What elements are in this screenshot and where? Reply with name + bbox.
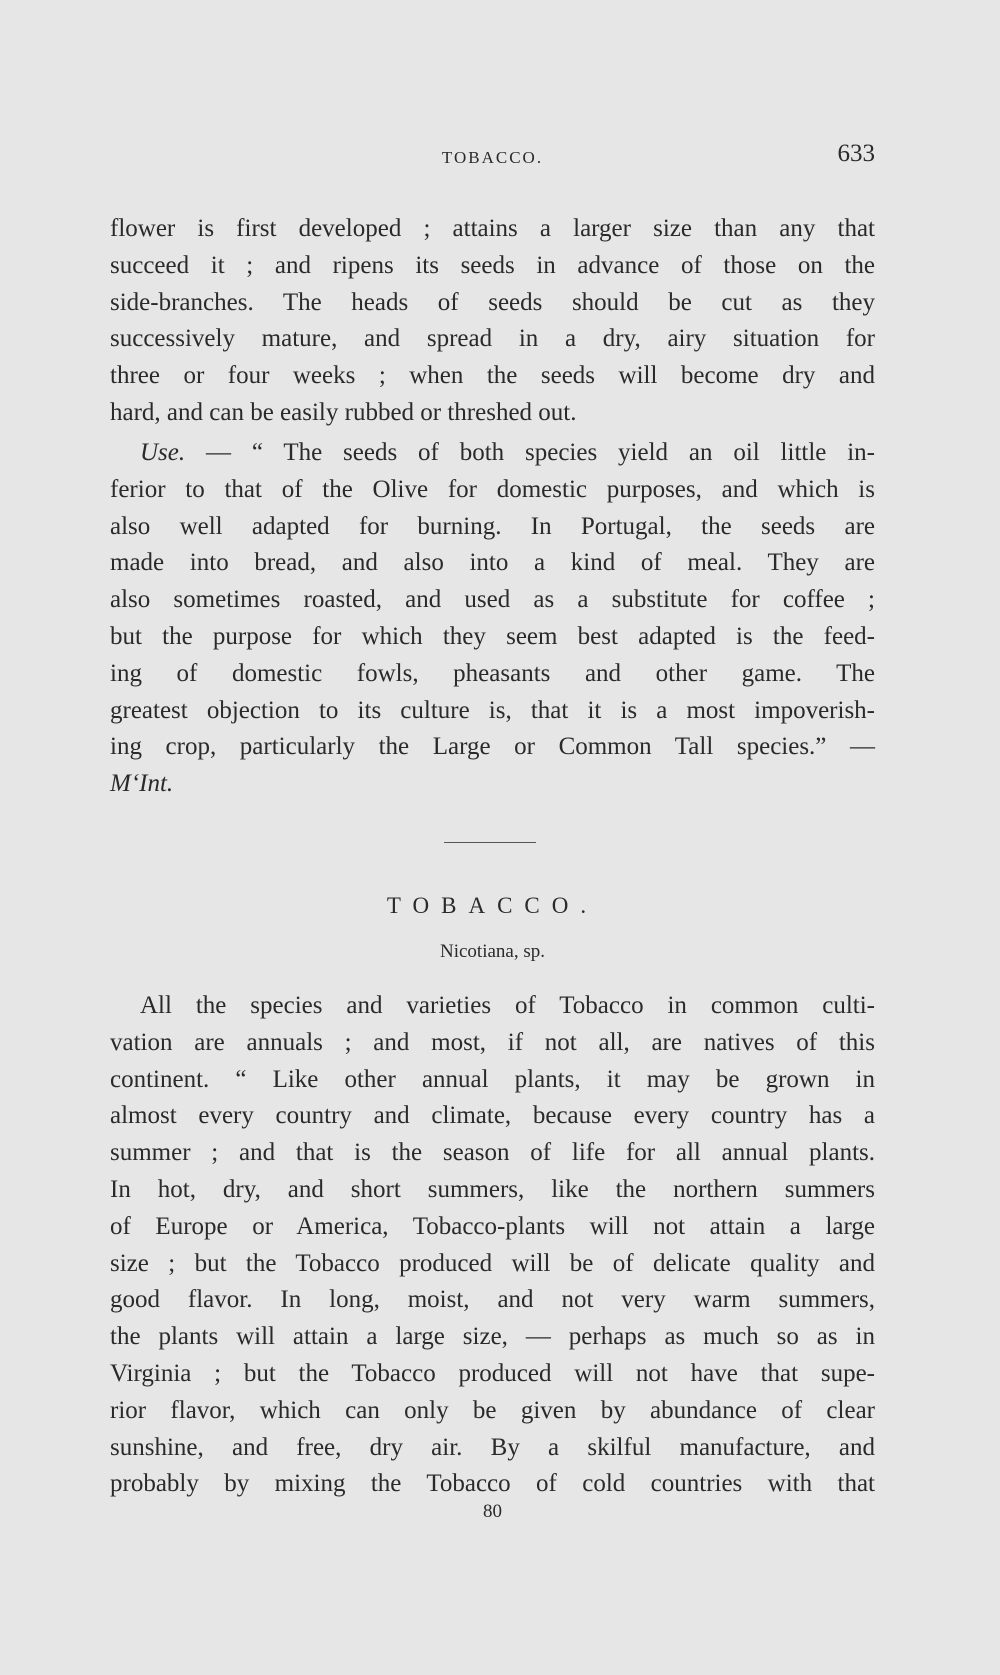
- text-line: [110, 435, 875, 472]
- text-line: continent. “ Like other annual plants, it may be grown in: [110, 1065, 875, 1093]
- text-line: ing crop, particularly the Large or Common Tall species.” —: [110, 733, 875, 761]
- text-line: ing of domestic fowls, pheasants and other game. The: [110, 659, 875, 687]
- text-line: probably by mixing the Tobacco of cold countries with that: [110, 1470, 875, 1498]
- text-line: also sometimes roasted, and used as a substitute for coffee ;: [110, 586, 875, 614]
- text-line: almost every country and climate, because every country has a: [110, 1102, 875, 1130]
- attribution: M‘Int.: [110, 770, 174, 798]
- tobacco-paragraph: [110, 988, 875, 1503]
- text-line: rior flavor, which can only be given by abundance of clear: [110, 1396, 875, 1424]
- text-line: summer ; and that is the season of life for all annual plants.: [110, 1139, 875, 1167]
- text-line: All the species and varieties of Tobacco in common culti-: [140, 992, 875, 1019]
- text-line: successively mature, and spread in a dry, airy situation for: [110, 325, 875, 353]
- page-number: 633: [837, 140, 875, 167]
- text-line: the plants will attain a large size, — perhaps as much so as in: [110, 1323, 875, 1351]
- use-label: Use.: [140, 439, 186, 466]
- text-line: vation are annuals ; and most, if not all, are natives of this: [110, 1028, 875, 1056]
- text-line: flower is first developed ; attains a larger size than any that: [110, 215, 875, 242]
- text-line: ferior to that of the Olive for domestic purposes, and which is: [110, 475, 875, 503]
- section-title: TOBACCO.: [386, 893, 599, 918]
- text-line: sunshine, and free, dry air. By a skilful manufacture, and: [110, 1433, 875, 1461]
- text-line: made into bread, and also into a kind of meal. They are: [110, 549, 875, 577]
- section-subtitle: Nicotiana, sp.: [439, 941, 545, 962]
- section-divider: [444, 842, 536, 843]
- text-line: hard, and can be easily rubbed or threshed out.: [110, 398, 577, 426]
- text-line: In hot, dry, and short summers, like the northern summers: [110, 1175, 875, 1203]
- use-first-line: — “ The seeds of both species yield an oil little in-: [185, 439, 875, 466]
- signature-mark: 80: [483, 1501, 502, 1522]
- running-head: [110, 140, 875, 176]
- text-line: side-branches. The heads of seeds should be cut as they: [110, 288, 875, 316]
- text-line: succeed it ; and ripens its seeds in advance of those on the: [110, 251, 875, 279]
- text-line: Virginia ; but the Tobacco produced will not have that supe-: [110, 1359, 875, 1387]
- text-line: good flavor. In long, moist, and not very warm summers,: [110, 1286, 875, 1314]
- text-line: of Europe or America, Tobacco-plants will not attain a large: [110, 1212, 875, 1240]
- text-line: also well adapted for burning. In Portugal, the seeds are: [110, 512, 875, 540]
- use-paragraph: [110, 435, 875, 803]
- running-title: TOBACCO.: [441, 148, 544, 167]
- text-line: size ; but the Tobacco produced will be of delicate quality and: [110, 1249, 875, 1277]
- text-line: greatest objection to its culture is, that it is a most impoverish-: [110, 696, 875, 724]
- continued-paragraph: [110, 211, 875, 432]
- text-line: but the purpose for which they seem best adapted is the feed-: [110, 622, 875, 650]
- text-line: three or four weeks ; when the seeds will become dry and: [110, 362, 875, 390]
